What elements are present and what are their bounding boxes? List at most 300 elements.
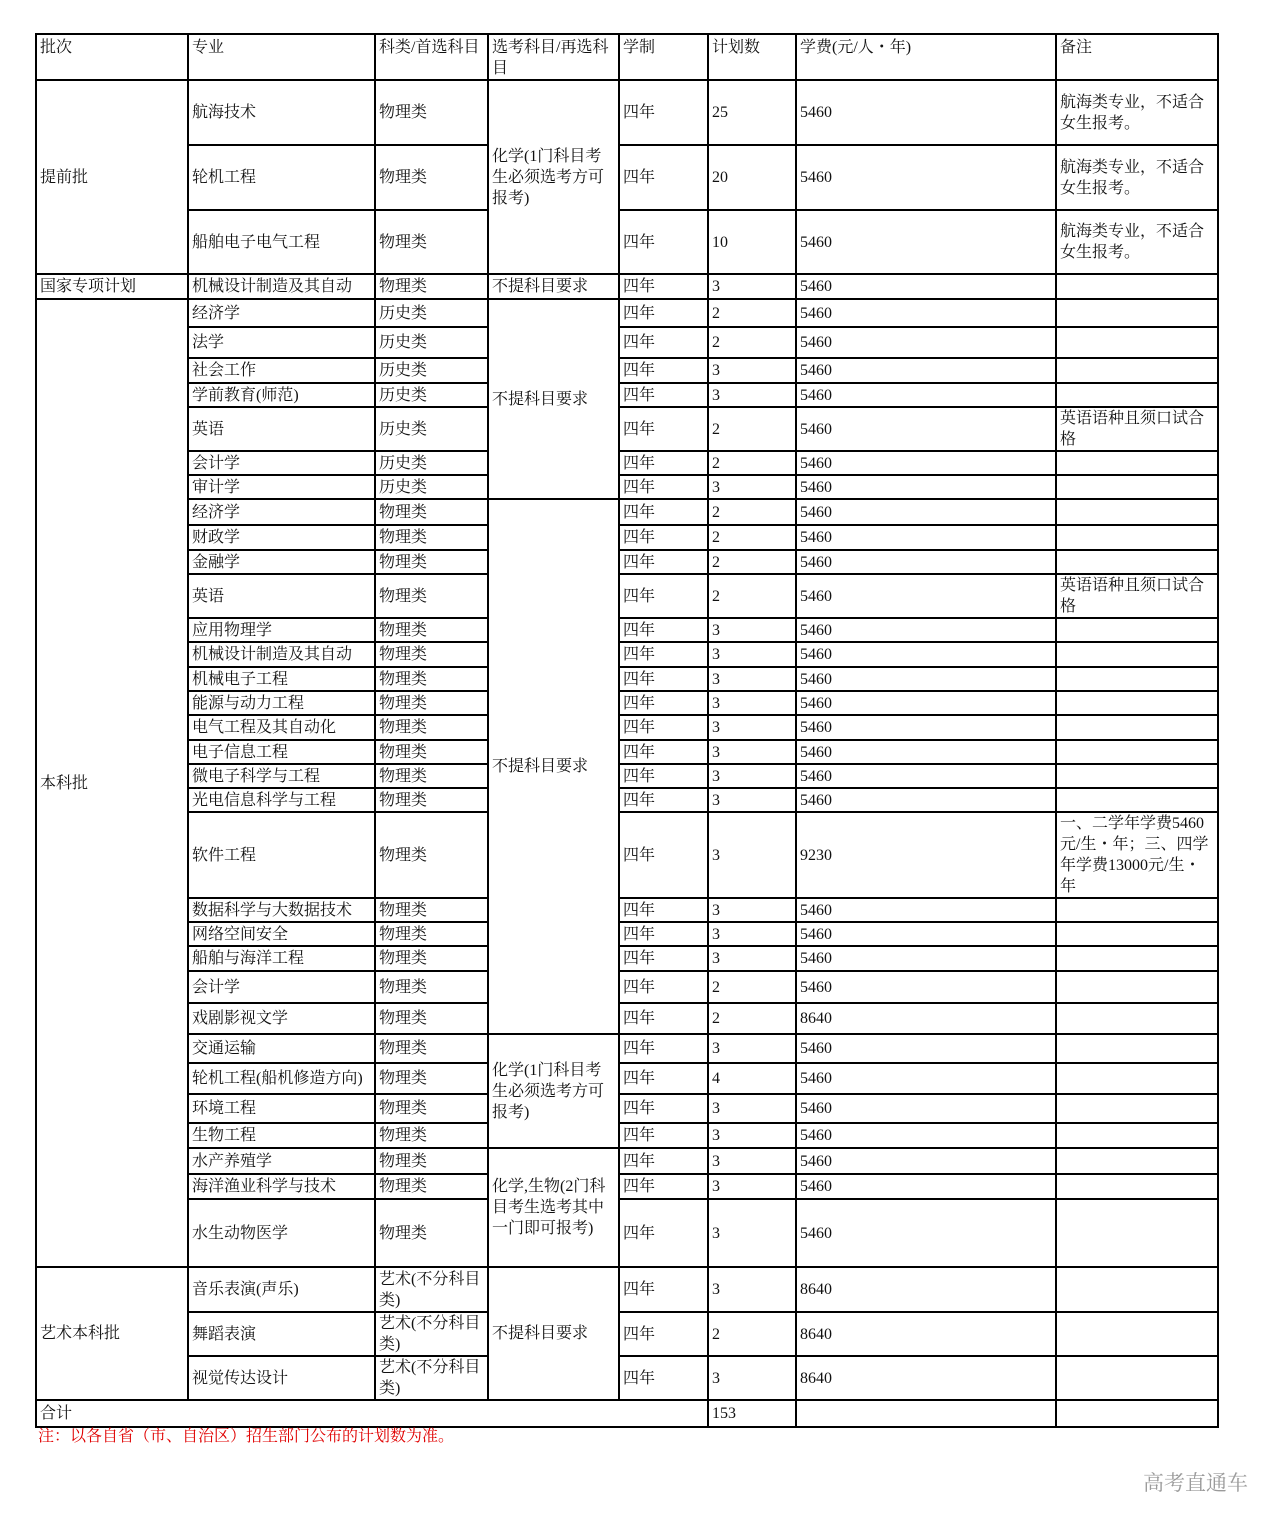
table-row: [36, 715, 1218, 740]
major-cell: 应用物理学: [188, 618, 375, 642]
major-cell: 水产养殖学: [188, 1148, 375, 1174]
years-cell: 四年: [619, 475, 708, 499]
column-header: 计划数: [708, 34, 796, 80]
major-cell: 社会工作: [188, 358, 375, 383]
plan-count-cell: 2: [708, 971, 796, 1003]
tuition-cell: 5460: [796, 299, 1056, 327]
table-row: [36, 80, 1218, 145]
note-cell: [1056, 1123, 1218, 1148]
tuition-cell: 5460: [796, 1094, 1056, 1123]
major-cell: 戏剧影视文学: [188, 1003, 375, 1034]
table-row: [36, 550, 1218, 574]
category-cell: 历史类: [375, 299, 488, 327]
major-cell: 金融学: [188, 550, 375, 574]
category-cell: 物理类: [375, 898, 488, 922]
tuition-cell: 5460: [796, 475, 1056, 499]
tuition-cell: 5460: [796, 1148, 1056, 1174]
note-cell: [1056, 451, 1218, 475]
years-cell: 四年: [619, 80, 708, 145]
total-plan: 153: [708, 1400, 796, 1427]
column-header: 专业: [188, 34, 375, 80]
category-cell: 物理类: [375, 667, 488, 691]
years-cell: 四年: [619, 667, 708, 691]
table-row: [36, 898, 1218, 922]
note-cell: [1056, 475, 1218, 499]
plan-count-cell: 3: [708, 475, 796, 499]
plan-count-cell: 3: [708, 788, 796, 812]
note-cell: 航海类专业，不适合女生报考。: [1056, 80, 1218, 145]
header-row: [36, 34, 1218, 80]
tuition-cell: 5460: [796, 550, 1056, 574]
category-cell: 历史类: [375, 407, 488, 451]
years-cell: 四年: [619, 1063, 708, 1094]
major-cell: 经济学: [188, 499, 375, 525]
plan-count-cell: 3: [708, 667, 796, 691]
table-row: [36, 740, 1218, 764]
table-row: [36, 618, 1218, 642]
category-cell: 物理类: [375, 1148, 488, 1174]
subject-requirement-cell: 化学,生物(2门科目考生选考其中一门即可报考): [488, 1148, 619, 1267]
tuition-cell: 8640: [796, 1312, 1056, 1356]
tuition-cell: 8640: [796, 1267, 1056, 1312]
category-cell: 历史类: [375, 383, 488, 407]
table-row: [36, 1063, 1218, 1094]
table-row: [36, 1003, 1218, 1034]
tuition-cell: 5460: [796, 691, 1056, 715]
note-cell: 英语语种且须口试合格: [1056, 574, 1218, 618]
plan-count-cell: 2: [708, 550, 796, 574]
category-cell: 物理类: [375, 210, 488, 274]
tuition-cell: 5460: [796, 946, 1056, 971]
footnote: 注：以各自省（市、自治区）招生部门公布的计划数为准。: [38, 1428, 455, 1445]
category-cell: 物理类: [375, 715, 488, 740]
table-row: [36, 145, 1218, 210]
note-cell: [1056, 1003, 1218, 1034]
category-cell: 物理类: [375, 1123, 488, 1148]
years-cell: 四年: [619, 451, 708, 475]
major-cell: 能源与动力工程: [188, 691, 375, 715]
plan-count-cell: 3: [708, 1094, 796, 1123]
category-cell: 物理类: [375, 80, 488, 145]
note-cell: 一、二学年学费5460元/生・年；三、四学年学费13000元/生・年: [1056, 812, 1218, 898]
note-cell: 航海类专业，不适合女生报考。: [1056, 210, 1218, 274]
plan-count-cell: 3: [708, 383, 796, 407]
table-row: [36, 299, 1218, 327]
category-cell: 物理类: [375, 145, 488, 210]
note-cell: [1056, 1094, 1218, 1123]
note-cell: [1056, 550, 1218, 574]
category-cell: 物理类: [375, 946, 488, 971]
plan-count-cell: 4: [708, 1063, 796, 1094]
category-cell: 物理类: [375, 574, 488, 618]
years-cell: 四年: [619, 1148, 708, 1174]
plan-count-cell: 2: [708, 499, 796, 525]
category-cell: 物理类: [375, 788, 488, 812]
subject-requirement-cell: 不提科目要求: [488, 1267, 619, 1400]
table-row: [36, 407, 1218, 451]
years-cell: 四年: [619, 407, 708, 451]
plan-count-cell: 2: [708, 299, 796, 327]
note-cell: [1056, 1199, 1218, 1267]
major-cell: 海洋渔业科学与技术: [188, 1174, 375, 1199]
table-row: [36, 499, 1218, 525]
note-cell: [1056, 327, 1218, 358]
note-cell: [1056, 1063, 1218, 1094]
note-cell: [1056, 898, 1218, 922]
table-row: [36, 971, 1218, 1003]
tuition-cell: 5460: [796, 1174, 1056, 1199]
subject-requirement-cell: 化学(1门科目考生必须选考方可报考): [488, 80, 619, 274]
category-cell: 物理类: [375, 740, 488, 764]
tuition-cell: 5460: [796, 922, 1056, 946]
tuition-cell: 5460: [796, 764, 1056, 788]
tuition-cell: 5460: [796, 574, 1056, 618]
major-cell: 轮机工程(船机修造方向): [188, 1063, 375, 1094]
note-cell: [1056, 525, 1218, 550]
years-cell: 四年: [619, 1312, 708, 1356]
note-cell: [1056, 358, 1218, 383]
major-cell: 轮机工程: [188, 145, 375, 210]
note-cell: [1056, 1148, 1218, 1174]
major-cell: 环境工程: [188, 1094, 375, 1123]
tuition-cell: 5460: [796, 407, 1056, 451]
plan-count-cell: 3: [708, 812, 796, 898]
years-cell: 四年: [619, 1003, 708, 1034]
major-cell: 法学: [188, 327, 375, 358]
table-row: [36, 1312, 1218, 1356]
tuition-cell: 5460: [796, 1199, 1056, 1267]
tuition-cell: 5460: [796, 80, 1056, 145]
years-cell: 四年: [619, 1356, 708, 1400]
table-row: [36, 642, 1218, 667]
note-cell: [1056, 971, 1218, 1003]
category-cell: 艺术(不分科目类): [375, 1312, 488, 1356]
years-cell: 四年: [619, 525, 708, 550]
note-cell: [1056, 274, 1218, 299]
table-row: [36, 1034, 1218, 1063]
category-cell: 艺术(不分科目类): [375, 1356, 488, 1400]
category-cell: 艺术(不分科目类): [375, 1267, 488, 1312]
major-cell: 会计学: [188, 451, 375, 475]
table-row: [36, 475, 1218, 499]
subject-requirement-cell: 不提科目要求: [488, 499, 619, 1034]
plan-count-cell: 3: [708, 1123, 796, 1148]
plan-count-cell: 2: [708, 407, 796, 451]
tuition-cell: 5460: [796, 383, 1056, 407]
major-cell: 电气工程及其自动化: [188, 715, 375, 740]
table-row: [36, 667, 1218, 691]
major-cell: 微电子科学与工程: [188, 764, 375, 788]
tuition-cell: 5460: [796, 1063, 1056, 1094]
category-cell: 物理类: [375, 691, 488, 715]
category-cell: 物理类: [375, 1063, 488, 1094]
tuition-cell: 5460: [796, 499, 1056, 525]
plan-count-cell: 2: [708, 574, 796, 618]
years-cell: 四年: [619, 1267, 708, 1312]
note-cell: [1056, 499, 1218, 525]
table-row: [36, 274, 1218, 299]
category-cell: 物理类: [375, 1199, 488, 1267]
plan-count-cell: 3: [708, 358, 796, 383]
major-cell: 软件工程: [188, 812, 375, 898]
major-cell: 英语: [188, 407, 375, 451]
plan-count-cell: 3: [708, 1034, 796, 1063]
batch-cell: 提前批: [36, 80, 188, 274]
table-row: [36, 383, 1218, 407]
tuition-cell: 5460: [796, 642, 1056, 667]
note-cell: [1056, 1312, 1218, 1356]
note-cell: [1056, 383, 1218, 407]
category-cell: 物理类: [375, 764, 488, 788]
plan-count-cell: 3: [708, 740, 796, 764]
major-cell: 视觉传达设计: [188, 1356, 375, 1400]
category-cell: 物理类: [375, 550, 488, 574]
category-cell: 物理类: [375, 642, 488, 667]
tuition-cell: 5460: [796, 898, 1056, 922]
plan-count-cell: 2: [708, 525, 796, 550]
years-cell: 四年: [619, 210, 708, 274]
years-cell: 四年: [619, 1034, 708, 1063]
tuition-cell: 9230: [796, 812, 1056, 898]
category-cell: 物理类: [375, 812, 488, 898]
column-header: 备注: [1056, 34, 1218, 80]
major-cell: 机械电子工程: [188, 667, 375, 691]
tuition-cell: 5460: [796, 788, 1056, 812]
years-cell: 四年: [619, 898, 708, 922]
tuition-cell: 5460: [796, 740, 1056, 764]
category-cell: 物理类: [375, 971, 488, 1003]
table-row: [36, 1148, 1218, 1174]
category-cell: 物理类: [375, 274, 488, 299]
table-row: [36, 788, 1218, 812]
years-cell: 四年: [619, 1123, 708, 1148]
table-row: [36, 1356, 1218, 1400]
plan-count-cell: 3: [708, 691, 796, 715]
plan-count-cell: 20: [708, 145, 796, 210]
note-cell: [1056, 946, 1218, 971]
tuition-cell: 5460: [796, 715, 1056, 740]
tuition-cell: 5460: [796, 210, 1056, 274]
category-cell: 物理类: [375, 1003, 488, 1034]
note-cell: [1056, 642, 1218, 667]
table-row: [36, 1174, 1218, 1199]
batch-cell: 本科批: [36, 299, 188, 1267]
plan-count-cell: 3: [708, 1356, 796, 1400]
note-cell: [1056, 1174, 1218, 1199]
table-row: [36, 574, 1218, 618]
years-cell: 四年: [619, 299, 708, 327]
plan-count-cell: 2: [708, 451, 796, 475]
major-cell: 舞蹈表演: [188, 1312, 375, 1356]
category-cell: 物理类: [375, 525, 488, 550]
years-cell: 四年: [619, 922, 708, 946]
category-cell: 物理类: [375, 1174, 488, 1199]
category-cell: 物理类: [375, 1094, 488, 1123]
major-cell: 船舶电子电气工程: [188, 210, 375, 274]
plan-count-cell: 3: [708, 898, 796, 922]
note-cell: [1056, 1034, 1218, 1063]
major-cell: 音乐表演(声乐): [188, 1267, 375, 1312]
years-cell: 四年: [619, 574, 708, 618]
note-cell: [1056, 740, 1218, 764]
plan-count-cell: 3: [708, 715, 796, 740]
major-cell: 生物工程: [188, 1123, 375, 1148]
tuition-cell: 5460: [796, 451, 1056, 475]
years-cell: 四年: [619, 383, 708, 407]
years-cell: 四年: [619, 788, 708, 812]
tuition-cell: 5460: [796, 618, 1056, 642]
major-cell: 机械设计制造及其自动: [188, 642, 375, 667]
subject-requirement-cell: 不提科目要求: [488, 299, 619, 499]
years-cell: 四年: [619, 1094, 708, 1123]
category-cell: 历史类: [375, 358, 488, 383]
table-row: [36, 1267, 1218, 1312]
column-header: 学制: [619, 34, 708, 80]
years-cell: 四年: [619, 274, 708, 299]
major-cell: 经济学: [188, 299, 375, 327]
table-row: [36, 946, 1218, 971]
major-cell: 学前教育(师范): [188, 383, 375, 407]
table-row: [36, 691, 1218, 715]
table-row: [36, 358, 1218, 383]
major-cell: 英语: [188, 574, 375, 618]
table-row: [36, 764, 1218, 788]
category-cell: 物理类: [375, 1034, 488, 1063]
note-cell: [1056, 667, 1218, 691]
tuition-cell: 8640: [796, 1003, 1056, 1034]
note-cell: [1056, 618, 1218, 642]
plan-count-cell: 3: [708, 764, 796, 788]
years-cell: 四年: [619, 642, 708, 667]
batch-cell: 国家专项计划: [36, 274, 188, 299]
note-cell: [1056, 922, 1218, 946]
years-cell: 四年: [619, 946, 708, 971]
plan-count-cell: 3: [708, 1199, 796, 1267]
years-cell: 四年: [619, 550, 708, 574]
column-header: 科类/首选科目: [375, 34, 488, 80]
plan-count-cell: 10: [708, 210, 796, 274]
years-cell: 四年: [619, 618, 708, 642]
table-row: [36, 812, 1218, 898]
subject-requirement-cell: 化学(1门科目考生必须选考方可报考): [488, 1034, 619, 1148]
years-cell: 四年: [619, 327, 708, 358]
major-cell: 机械设计制造及其自动: [188, 274, 375, 299]
major-cell: 审计学: [188, 475, 375, 499]
years-cell: 四年: [619, 1199, 708, 1267]
years-cell: 四年: [619, 358, 708, 383]
note-cell: [1056, 1267, 1218, 1312]
plan-count-cell: 3: [708, 946, 796, 971]
major-cell: 数据科学与大数据技术: [188, 898, 375, 922]
major-cell: 船舶与海洋工程: [188, 946, 375, 971]
major-cell: 水生动物医学: [188, 1199, 375, 1267]
plan-count-cell: 3: [708, 1174, 796, 1199]
major-cell: 网络空间安全: [188, 922, 375, 946]
tuition-cell: 5460: [796, 667, 1056, 691]
category-cell: 历史类: [375, 475, 488, 499]
table-row: [36, 451, 1218, 475]
plan-count-cell: 25: [708, 80, 796, 145]
note-cell: [1056, 299, 1218, 327]
table-row: [36, 1123, 1218, 1148]
column-header: 批次: [36, 34, 188, 80]
table-row: [36, 327, 1218, 358]
years-cell: 四年: [619, 971, 708, 1003]
category-cell: 物理类: [375, 922, 488, 946]
note-cell: 英语语种且须口试合格: [1056, 407, 1218, 451]
plan-count-cell: 2: [708, 1312, 796, 1356]
category-cell: 历史类: [375, 451, 488, 475]
plan-count-cell: 3: [708, 618, 796, 642]
note-cell: [1056, 691, 1218, 715]
batch-cell: 艺术本科批: [36, 1267, 188, 1400]
tuition-cell: 5460: [796, 971, 1056, 1003]
major-cell: 光电信息科学与工程: [188, 788, 375, 812]
plan-count-cell: 2: [708, 1003, 796, 1034]
plan-count-cell: 3: [708, 1148, 796, 1174]
plan-count-cell: 3: [708, 922, 796, 946]
note-cell: [1056, 788, 1218, 812]
years-cell: 四年: [619, 145, 708, 210]
note-cell: [1056, 1356, 1218, 1400]
tuition-cell: 8640: [796, 1356, 1056, 1400]
plan-count-cell: 3: [708, 642, 796, 667]
tuition-cell: 5460: [796, 525, 1056, 550]
watermark: 高考直通车: [1143, 1471, 1248, 1495]
column-header: 选考科目/再选科目: [488, 34, 619, 80]
empty-cell: [1056, 1400, 1218, 1427]
plan-count-cell: 3: [708, 274, 796, 299]
note-cell: [1056, 715, 1218, 740]
major-cell: 会计学: [188, 971, 375, 1003]
plan-count-cell: 3: [708, 1267, 796, 1312]
years-cell: 四年: [619, 499, 708, 525]
years-cell: 四年: [619, 715, 708, 740]
enrollment-plan-table: [35, 33, 1219, 1428]
years-cell: 四年: [619, 691, 708, 715]
empty-cell: [796, 1400, 1056, 1427]
column-header: 学费(元/人・年): [796, 34, 1056, 80]
major-cell: 电子信息工程: [188, 740, 375, 764]
note-cell: 航海类专业，不适合女生报考。: [1056, 145, 1218, 210]
plan-count-cell: 2: [708, 327, 796, 358]
note-cell: [1056, 764, 1218, 788]
years-cell: 四年: [619, 740, 708, 764]
years-cell: 四年: [619, 764, 708, 788]
major-cell: 交通运输: [188, 1034, 375, 1063]
major-cell: 财政学: [188, 525, 375, 550]
tuition-cell: 5460: [796, 145, 1056, 210]
category-cell: 物理类: [375, 618, 488, 642]
table-row: [36, 525, 1218, 550]
major-cell: 航海技术: [188, 80, 375, 145]
table-row: [36, 1094, 1218, 1123]
years-cell: 四年: [619, 812, 708, 898]
years-cell: 四年: [619, 1174, 708, 1199]
tuition-cell: 5460: [796, 1034, 1056, 1063]
table-row: [36, 1199, 1218, 1267]
tuition-cell: 5460: [796, 1123, 1056, 1148]
total-label: 合计: [36, 1400, 708, 1427]
table-row: [36, 922, 1218, 946]
tuition-cell: 5460: [796, 327, 1056, 358]
category-cell: 历史类: [375, 327, 488, 358]
table-row: [36, 210, 1218, 274]
tuition-cell: 5460: [796, 274, 1056, 299]
category-cell: 物理类: [375, 499, 488, 525]
tuition-cell: 5460: [796, 358, 1056, 383]
subject-requirement-cell: 不提科目要求: [488, 274, 619, 299]
